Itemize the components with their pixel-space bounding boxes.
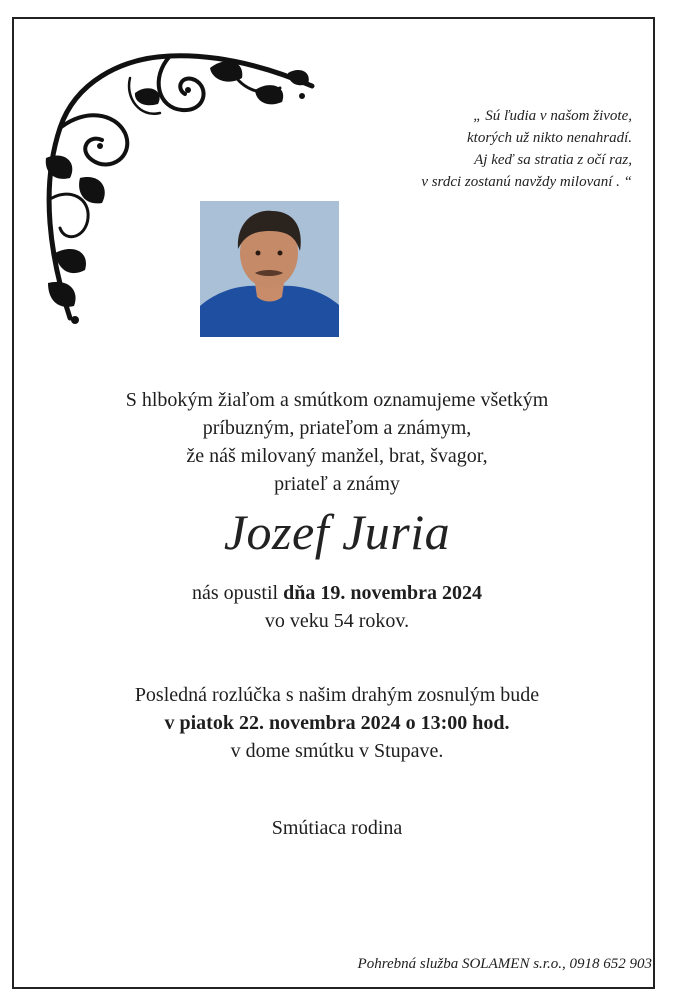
quote-line: „ Sú ľudia v našom živote, — [473, 108, 632, 124]
death-date: dňa 19. novembra 2024 — [283, 582, 483, 604]
quote-line: v srdci zostanú navždy milovaní . “ — [421, 174, 632, 190]
funeral-place: v dome smútku v Stupave. — [230, 740, 444, 762]
age-line: vo veku 54 rokov. — [264, 610, 410, 632]
death-prefix: nás opustil — [191, 582, 279, 604]
memorial-quote — [292, 105, 632, 193]
deceased-name: Jozef Juria — [223, 504, 451, 560]
announcement-line: S hlbokým žiaľom a smútkom oznamujeme všetkým — [125, 389, 549, 411]
funeral-intro: Posledná rozlúčka s našim drahým zosnulým bude — [134, 684, 540, 706]
announcement-text — [0, 386, 674, 498]
funeral-service-footer: Pohrebná služba SOLAMEN s.r.o., 0918 652 903 — [357, 956, 652, 972]
portrait-photo-icon — [200, 201, 339, 337]
funeral-info — [0, 681, 674, 765]
family-signature: Smútiaca rodina — [271, 817, 403, 839]
funeral-datetime: v piatok 22. novembra 2024 o 13:00 hod. — [164, 712, 510, 734]
death-info — [0, 579, 674, 635]
quote-line: ktorých už nikto nenahradí. — [467, 130, 632, 146]
announcement-line: priateľ a známy — [274, 473, 400, 495]
death-date-line — [0, 579, 674, 607]
quote-line: Aj keď sa stratia z očí raz, — [474, 152, 632, 168]
announcement-line: príbuzným, priateľom a známym, — [202, 417, 472, 439]
announcement-line: že náš milovaný manžel, brat, švagor, — [186, 445, 488, 467]
portrait-photo — [200, 201, 339, 337]
